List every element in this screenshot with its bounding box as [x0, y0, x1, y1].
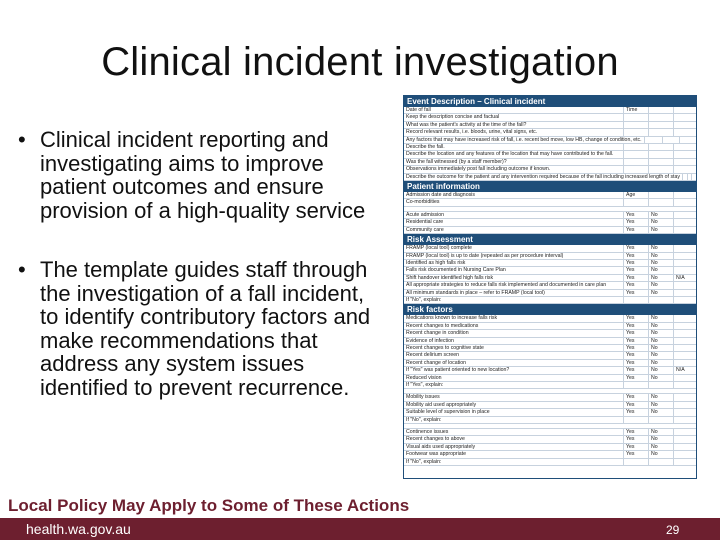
form-cell: Mobility issues: [406, 394, 440, 401]
form-cell: [673, 409, 696, 415]
bullet-item: [18, 128, 378, 222]
form-row: [404, 122, 696, 129]
form-cell: Acute admission: [406, 211, 445, 218]
form-row: [404, 137, 696, 144]
form-cell: [648, 151, 673, 157]
form-cell: [673, 199, 696, 205]
form-cell: No: [648, 330, 673, 336]
form-row: [404, 402, 696, 409]
form-cell: [648, 192, 673, 198]
form-cell: [673, 227, 696, 233]
form-cell: [623, 151, 648, 157]
form-cell: [673, 212, 696, 218]
form-cell: [673, 282, 696, 288]
form-cell: [691, 174, 696, 180]
form-cell: [623, 114, 648, 120]
form-cell: Yes: [623, 219, 648, 225]
form-cell: [673, 330, 696, 336]
form-cell: Reduced vision: [406, 374, 442, 381]
form-cell: No: [648, 429, 673, 435]
form-cell: Mobility aid used appropriately: [406, 401, 477, 408]
form-cell: Evidence of infection: [406, 337, 454, 344]
form-cell: [673, 338, 696, 344]
form-row: [404, 174, 696, 181]
form-cell: Footwear was appropriate: [406, 451, 466, 458]
form-cell: [673, 323, 696, 329]
form-row: [404, 275, 696, 282]
form-row: [404, 345, 696, 352]
form-row: [404, 330, 696, 337]
form-cell: [673, 352, 696, 358]
form-row: [404, 338, 696, 345]
form-cell: Residential care: [406, 219, 444, 226]
form-section-heading: Risk factors: [404, 304, 696, 315]
form-cell: Yes: [623, 290, 648, 296]
form-cell: Yes: [623, 330, 648, 336]
form-row: [404, 282, 696, 289]
form-row: [404, 382, 696, 389]
form-cell: Yes: [623, 352, 648, 358]
form-cell: No: [648, 352, 673, 358]
form-cell: All appropriate strategies to reduce falls risk implemented and documented in care plan: [406, 282, 607, 289]
form-cell: Yes: [623, 360, 648, 366]
form-cell: No: [648, 402, 673, 408]
form-cell: [623, 297, 648, 303]
form-cell: FRAMP (local tool) complete: [406, 245, 472, 252]
form-row: [404, 360, 696, 367]
form-cell: Suitable level of supervision in place: [406, 409, 490, 416]
bullet-glyph: •: [18, 257, 26, 282]
form-cell: No: [648, 227, 673, 233]
form-row: [404, 315, 696, 322]
form-cell: No: [648, 253, 673, 259]
form-row: [404, 352, 696, 359]
form-cell: [648, 166, 673, 172]
form-cell: Recent change in condition: [406, 330, 469, 337]
form-row: [404, 267, 696, 274]
bullet-glyph: •: [18, 127, 26, 152]
form-cell: [673, 290, 696, 296]
form-cell: [673, 451, 696, 457]
form-cell: [623, 122, 648, 128]
form-cell: Any factors that may have increased risk of fall, i.e. recent bed move, low HB, change of condition, etc.: [406, 136, 642, 143]
form-row: [404, 459, 696, 466]
form-cell: No: [648, 394, 673, 400]
form-cell: Shift handover identified high falls risk: [406, 274, 494, 281]
form-cell: Yes: [623, 315, 648, 321]
form-row: [404, 367, 696, 374]
form-cell: [623, 159, 648, 165]
form-cell: What was the patient's activity at the time of the fall?: [406, 121, 527, 128]
form-row: [404, 253, 696, 260]
form-cell: [662, 137, 680, 143]
form-cell: Recent delirium screen: [406, 352, 460, 359]
form-cell: Yes: [623, 253, 648, 259]
form-cell: Yes: [623, 436, 648, 442]
form-cell: [673, 245, 696, 251]
form-cell: [623, 382, 648, 388]
form-cell: [648, 107, 673, 113]
form-cell: [673, 267, 696, 273]
form-cell: Yes: [623, 282, 648, 288]
form-cell: Yes: [623, 323, 648, 329]
form-cell: [623, 166, 648, 172]
form-cell: [673, 429, 696, 435]
form-cell: [673, 107, 696, 113]
form-row: [404, 199, 696, 206]
form-cell: No: [648, 323, 673, 329]
form-cell: [623, 199, 648, 205]
form-cell: Medications known to increase falls risk: [406, 315, 498, 322]
form-row: [404, 159, 696, 166]
slide-title: Clinical incident investigation: [101, 40, 619, 84]
form-cell: Yes: [623, 367, 648, 373]
form-cell: [673, 394, 696, 400]
bullet-list: [18, 128, 378, 435]
form-cell: Keep the description concise and factual: [406, 114, 500, 121]
form-row: [404, 444, 696, 451]
form-cell: Yes: [623, 227, 648, 233]
form-row: [404, 245, 696, 252]
form-cell: [648, 459, 673, 465]
form-cell: [673, 436, 696, 442]
form-cell: Co-morbidities: [406, 199, 440, 206]
form-cell: [673, 444, 696, 450]
form-row: [404, 107, 696, 114]
form-cell: No: [648, 375, 673, 381]
form-cell: If "No", explain:: [406, 416, 442, 423]
form-cell: [673, 144, 696, 150]
form-row: [404, 260, 696, 267]
form-cell: [673, 114, 696, 120]
form-cell: [679, 137, 696, 143]
form-cell: [673, 315, 696, 321]
form-cell: No: [648, 219, 673, 225]
form-cell: Yes: [623, 429, 648, 435]
form-cell: [673, 159, 696, 165]
form-cell: Was the fall witnessed (by a staff member)?: [406, 158, 507, 165]
form-cell: Visual aids used appropriately: [406, 443, 476, 450]
form-cell: Observations immediately post fall including outcome if known.: [406, 166, 551, 173]
form-cell: Yes: [623, 451, 648, 457]
form-cell: No: [648, 409, 673, 415]
form-cell: [673, 402, 696, 408]
form-section-heading: Risk Assessment: [404, 234, 696, 245]
form-row: [404, 409, 696, 416]
form-cell: Describe the location and any features of the location that may have contributed to the fall.: [406, 151, 614, 158]
form-cell: [648, 297, 673, 303]
form-row: [404, 192, 696, 199]
form-row: [404, 429, 696, 436]
form-cell: No: [648, 275, 673, 281]
form-cell: [673, 459, 696, 465]
bullet-item: [18, 258, 378, 399]
form-cell: [648, 417, 673, 423]
form-row: [404, 323, 696, 330]
form-cell: [673, 122, 696, 128]
form-cell: Admission date and diagnosis: [406, 192, 475, 199]
form-cell: Yes: [623, 260, 648, 266]
form-row: [404, 129, 696, 136]
form-cell: No: [648, 212, 673, 218]
form-cell: [623, 129, 648, 135]
form-row: [404, 227, 696, 234]
form-row: [404, 114, 696, 121]
form-cell: No: [648, 282, 673, 288]
form-cell: [648, 122, 673, 128]
form-cell: No: [648, 267, 673, 273]
form-row: [404, 375, 696, 382]
form-cell: Yes: [623, 338, 648, 344]
form-row: [404, 212, 696, 219]
form-row: [404, 219, 696, 226]
form-cell: [644, 137, 662, 143]
form-cell: [673, 253, 696, 259]
form-cell: [648, 159, 673, 165]
form-cell: Yes: [623, 345, 648, 351]
form-cell: [673, 297, 696, 303]
form-cell: [673, 260, 696, 266]
policy-note: Local Policy May Apply to Some of These Actions: [8, 496, 410, 515]
form-cell: Yes: [623, 212, 648, 218]
form-cell: [673, 382, 696, 388]
form-cell: No: [648, 345, 673, 351]
form-cell: [673, 345, 696, 351]
form-cell: No: [648, 360, 673, 366]
falls-investigation-form-image: [403, 95, 697, 479]
form-cell: [648, 382, 673, 388]
form-cell: No: [648, 436, 673, 442]
form-cell: FRAMP (local tool) is up to date (repeated as per procedure interval): [406, 252, 564, 259]
form-cell: Recent changes to medications: [406, 322, 479, 329]
form-cell: If "No", explain:: [406, 296, 442, 303]
form-cell: [673, 360, 696, 366]
form-cell: Yes: [623, 375, 648, 381]
form-cell: [648, 114, 673, 120]
form-cell: Identified as high falls risk: [406, 259, 466, 266]
form-cell: If "No", explain:: [406, 458, 442, 465]
form-cell: If "Yes" was patient oriented to new location?: [406, 367, 510, 374]
form-cell: [673, 166, 696, 172]
form-cell: Age: [623, 192, 648, 198]
form-cell: Recent changes to cognitive state: [406, 344, 484, 351]
bullet-text: The template guides staff through the investigation of a fall incident, to identify contributory factors and make recommendations that address any system issues identified to prevent recurrence.: [40, 257, 371, 400]
page-number: 29: [666, 523, 680, 537]
form-section-heading: Patient information: [404, 181, 696, 192]
form-cell: Yes: [623, 444, 648, 450]
form-row: [404, 290, 696, 297]
form-cell: Yes: [623, 267, 648, 273]
form-section-heading: Event Description – Clinical incident: [404, 96, 696, 107]
form-row: [404, 436, 696, 443]
form-cell: No: [648, 290, 673, 296]
form-cell: Recent changes to above: [406, 436, 465, 443]
form-cell: [673, 151, 696, 157]
form-cell: [623, 417, 648, 423]
form-cell: [623, 459, 648, 465]
form-cell: Yes: [623, 275, 648, 281]
form-cell: No: [648, 315, 673, 321]
form-cell: [673, 129, 696, 135]
form-cell: No: [648, 451, 673, 457]
form-row: [404, 451, 696, 458]
form-cell: No: [648, 260, 673, 266]
form-cell: Describe the fall.: [406, 144, 445, 151]
form-cell: Continence issues: [406, 429, 449, 436]
form-cell: Recent change of location: [406, 359, 466, 366]
form-cell: Date of fall: [406, 107, 431, 113]
footer-site: health.wa.gov.au: [26, 521, 131, 537]
form-cell: All minimum standards in place – refer to FRAMP (local tool): [406, 289, 545, 296]
form-row: [404, 144, 696, 151]
form-row: [404, 297, 696, 304]
form-cell: Record relevant results, i.e. bloods, urine, vital signs, etc.: [406, 129, 538, 136]
form-cell: Yes: [623, 245, 648, 251]
form-cell: [648, 129, 673, 135]
form-cell: No: [648, 444, 673, 450]
form-cell: Yes: [623, 402, 648, 408]
form-cell: [623, 144, 648, 150]
form-cell: Yes: [623, 409, 648, 415]
form-cell: [648, 199, 673, 205]
form-row: [404, 166, 696, 173]
form-row: [404, 417, 696, 424]
form-cell: [673, 192, 696, 198]
form-cell: [673, 375, 696, 381]
form-cell: Falls risk documented in Nursing Care Plan: [406, 267, 506, 274]
form-cell: No: [648, 338, 673, 344]
form-cell: N/A: [673, 367, 696, 373]
form-cell: Yes: [623, 394, 648, 400]
form-cell: Time: [623, 107, 648, 113]
form-cell: N/A: [673, 275, 696, 281]
form-cell: No: [648, 245, 673, 251]
form-cell: If "Yes", explain:: [406, 382, 444, 388]
form-row: [404, 151, 696, 158]
bullet-text: Clinical incident reporting and investigating aims to improve patient outcomes and ensure provision of a high-quality service: [40, 127, 366, 223]
form-cell: [673, 219, 696, 225]
form-cell: Community care: [406, 226, 444, 233]
form-row: [404, 394, 696, 401]
form-cell: Describe the outcome for the patient and any intervention required because of the fall including increased length of stay: [406, 173, 680, 180]
form-cell: No: [648, 367, 673, 373]
form-cell: [673, 417, 696, 423]
form-cell: [648, 144, 673, 150]
